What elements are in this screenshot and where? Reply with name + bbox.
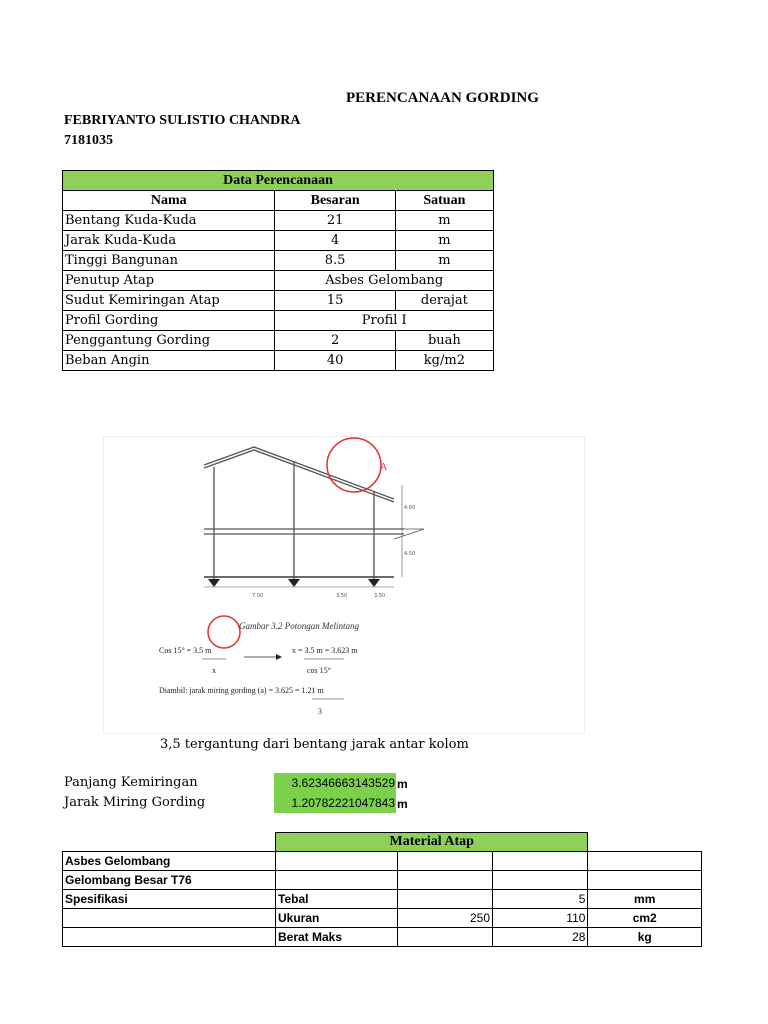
cell-label: Tebal: [276, 890, 398, 909]
table-header: Material Atap: [276, 833, 588, 852]
table-row: [63, 231, 494, 251]
cell-besaran: 8.5: [275, 251, 395, 271]
formula-text: cos 15°: [307, 666, 331, 675]
label-a: A: [380, 462, 388, 473]
panjang-kemiringan-unit: m: [397, 777, 408, 791]
cell-satuan: m: [395, 231, 493, 251]
cell-nama: Penutup Atap: [63, 271, 275, 291]
data-perencanaan-table: [62, 170, 494, 371]
formula-text: x: [212, 666, 216, 675]
table-row: [63, 211, 494, 231]
table-row: [63, 271, 494, 291]
structure-figure: [103, 436, 585, 734]
table-header: Data Perencanaan: [63, 171, 494, 191]
cell-nama: Jarak Kuda-Kuda: [63, 231, 275, 251]
cell-besaran: 40: [275, 351, 395, 371]
dim-label: 7.00: [252, 593, 264, 599]
cell-value: 250: [397, 909, 492, 928]
cell-satuan: m: [395, 251, 493, 271]
cell-nama: Beban Angin: [63, 351, 275, 371]
table-row: [63, 331, 494, 351]
dim-label: 3.50: [336, 593, 348, 599]
cell-satuan: m: [395, 211, 493, 231]
table-row: [63, 311, 494, 331]
table-row: [63, 909, 702, 928]
column-header-satuan: Satuan: [395, 191, 493, 211]
truss-cross-section-drawing: [104, 437, 584, 733]
page-title: PERENCANAAN GORDING: [346, 90, 539, 106]
dim-label: 4.60: [404, 505, 416, 511]
jarak-miring-gording-unit: m: [397, 797, 408, 811]
figure-caption: Gambar 3.2 Potongan Melintang: [239, 621, 359, 631]
cell-label: Asbes Gelombang: [63, 852, 276, 871]
cell-besaran: 4: [275, 231, 395, 251]
formula-text: x = 3.5 m = 3.623 m: [292, 646, 358, 655]
cell-besaran: Asbes Gelombang: [275, 271, 494, 291]
cell-satuan: derajat: [395, 291, 493, 311]
table-row: [63, 871, 702, 890]
cell-nama: Penggantung Gording: [63, 331, 275, 351]
formula-text: Cos 15° = 3.5 m: [159, 646, 212, 655]
cell-value: 28: [493, 928, 588, 947]
material-atap-table: [62, 832, 702, 947]
table-row: [63, 890, 702, 909]
cell-nama: Profil Gording: [63, 311, 275, 331]
table-row: [63, 928, 702, 947]
table-row: [63, 251, 494, 271]
column-header-besaran: Besaran: [275, 191, 395, 211]
author-name: FEBRIYANTO SULISTIO CHANDRA: [64, 113, 301, 128]
note-text: 3,5 tergantung dari bentang jarak antar kolom: [160, 737, 469, 752]
jarak-miring-gording-label: Jarak Miring Gording: [64, 795, 206, 810]
column-header-nama: Nama: [63, 191, 275, 211]
table-row: [63, 852, 702, 871]
cell-satuan: buah: [395, 331, 493, 351]
panjang-kemiringan-value: 3.62346663143529: [274, 773, 396, 793]
panjang-kemiringan-label: Panjang Kemiringan: [64, 775, 198, 790]
cell-besaran: 15: [275, 291, 395, 311]
dim-label: 4.50: [404, 551, 416, 557]
formula-text: 3: [318, 707, 322, 716]
cell-label: Spesifikasi: [63, 890, 276, 909]
cell-satuan: kg/m2: [395, 351, 493, 371]
cell-unit: cm2: [588, 909, 702, 928]
cell-nama: Tinggi Bangunan: [63, 251, 275, 271]
dim-label: 3.50: [374, 593, 386, 599]
cell-label: Gelombang Besar T76: [63, 871, 276, 890]
cell-besaran: 2: [275, 331, 395, 351]
cell-besaran: Profil I: [275, 311, 494, 331]
cell-besaran: 21: [275, 211, 395, 231]
cell-unit: kg: [588, 928, 702, 947]
cell-label: Ukuran: [276, 909, 398, 928]
table-row: [63, 351, 494, 371]
cell-unit: mm: [588, 890, 702, 909]
formula-text: Diambil: jarak miring gording (a) = 3.625 = 1.21 m: [159, 686, 324, 695]
cell-nama: Bentang Kuda-Kuda: [63, 211, 275, 231]
cell-value: 110: [493, 909, 588, 928]
student-id: 7181035: [64, 133, 113, 148]
cell-value: 5: [493, 890, 588, 909]
jarak-miring-gording-value: 1.20782221047843: [274, 793, 396, 813]
cell-label: Berat Maks: [276, 928, 398, 947]
cell-nama: Sudut Kemiringan Atap: [63, 291, 275, 311]
table-row: [63, 291, 494, 311]
